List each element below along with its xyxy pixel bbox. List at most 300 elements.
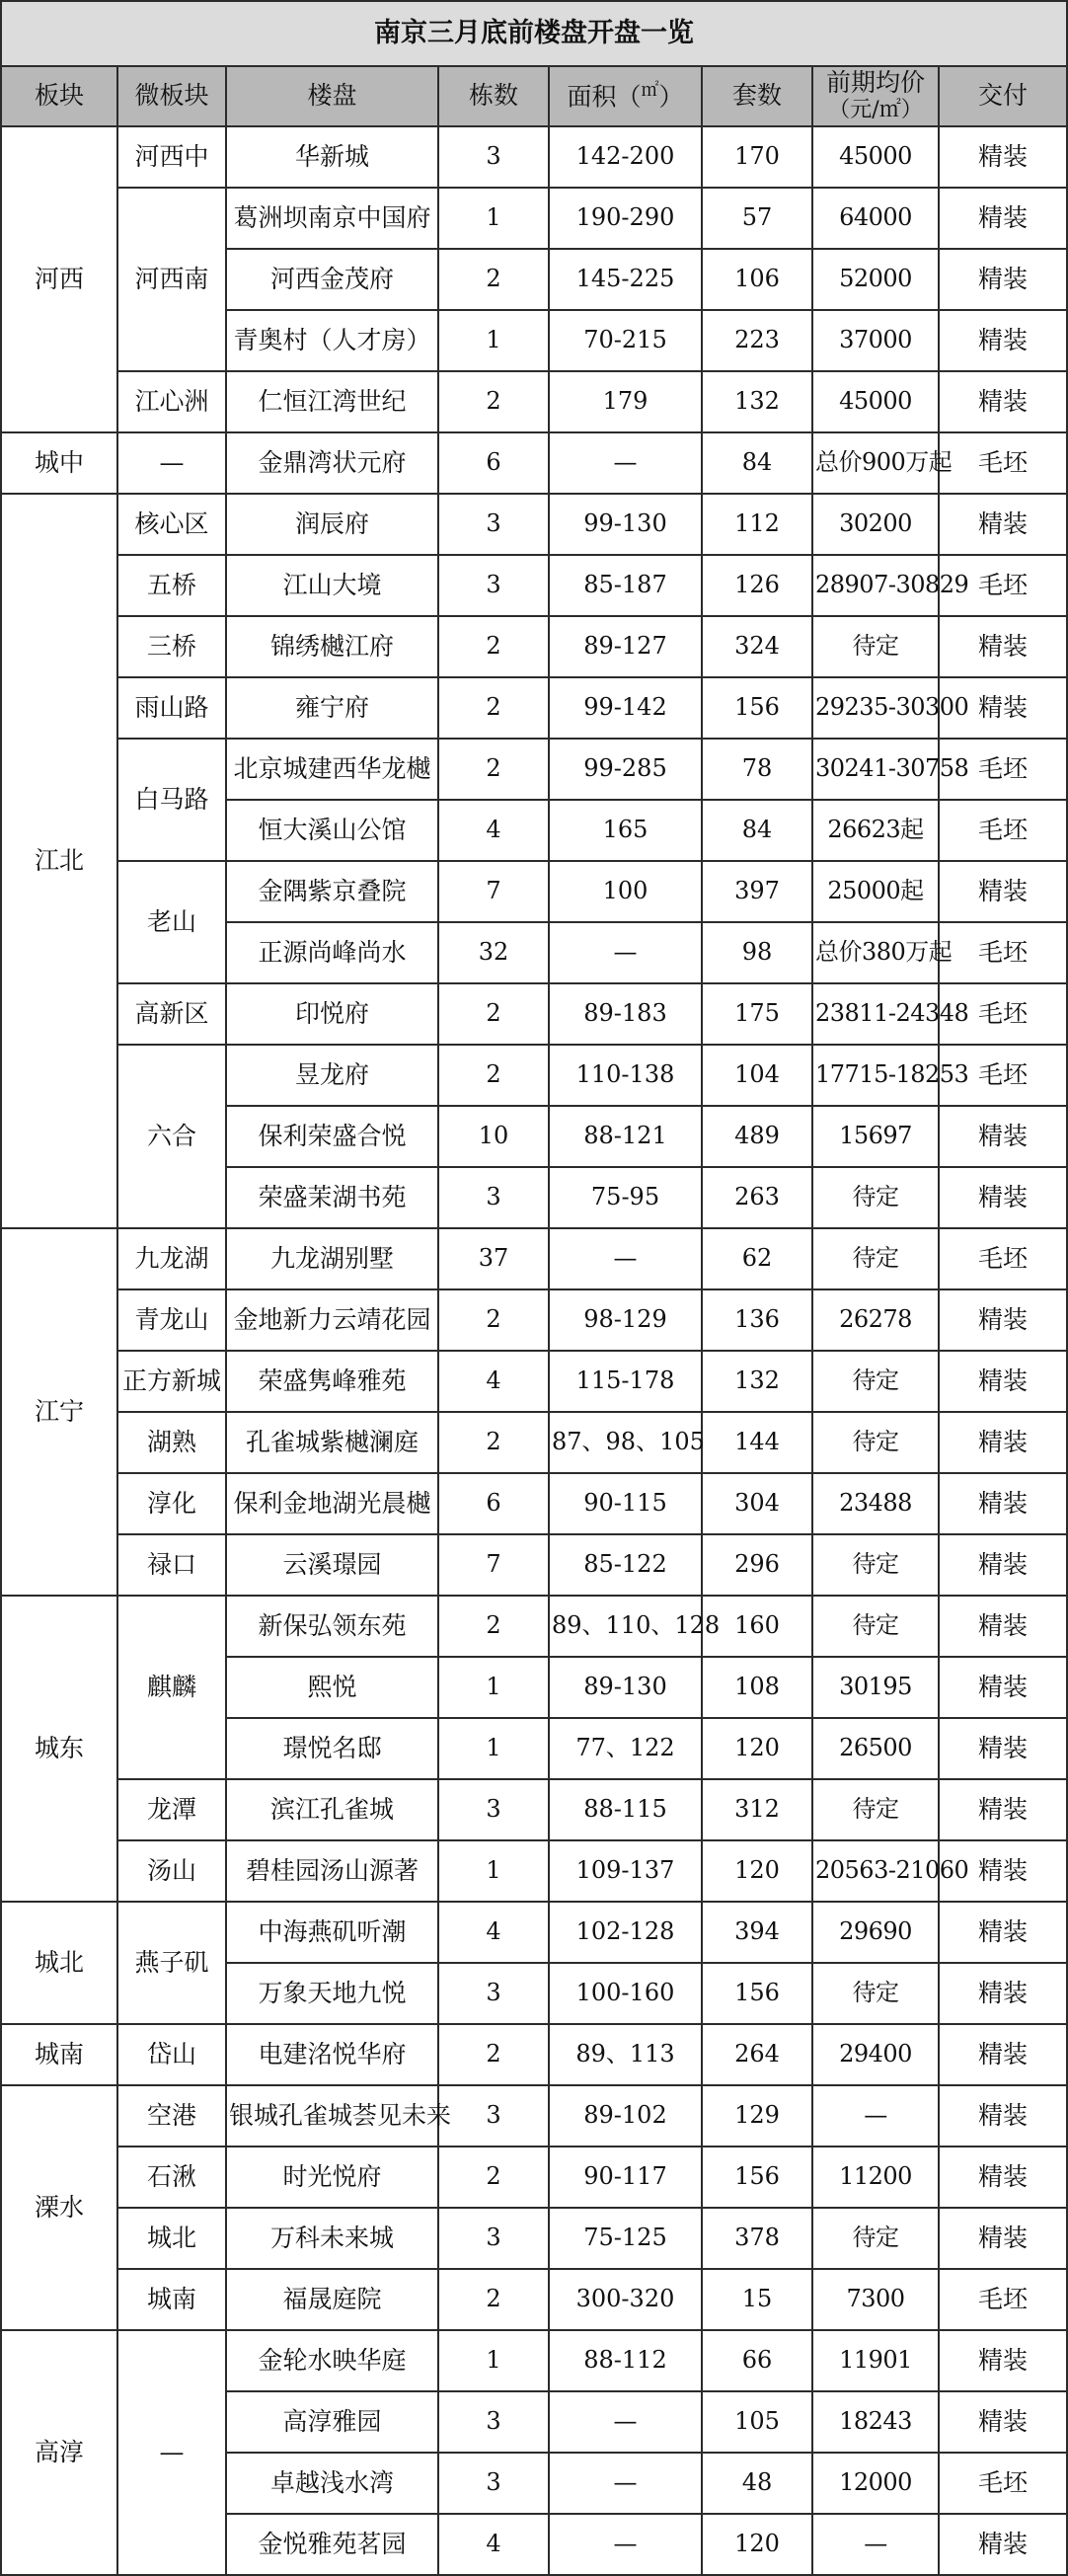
table-row — [1, 188, 1067, 249]
units-cell: 160 — [702, 1596, 812, 1657]
units-cell: 394 — [702, 1902, 812, 1963]
sub-block-cell: 汤山 — [117, 1840, 226, 1902]
delivery-cell: 精装 — [939, 1596, 1067, 1657]
buildings-cell: 2 — [438, 1412, 549, 1473]
sub-block-cell: 白马路 — [117, 739, 226, 861]
delivery-cell: 精装 — [939, 310, 1067, 371]
buildings-cell: 4 — [438, 1351, 549, 1412]
project-cell: 高淳雅园 — [226, 2391, 438, 2453]
price-cell: 23488 — [812, 1473, 939, 1534]
price-cell: 30195 — [812, 1657, 939, 1718]
table-row — [1, 432, 1067, 494]
buildings-cell: 1 — [438, 1718, 549, 1779]
price-cell: — — [812, 2085, 939, 2147]
delivery-cell: 毛坯 — [939, 1228, 1067, 1289]
area-cell: 145-225 — [549, 249, 702, 310]
block-cell: 江宁 — [1, 1228, 117, 1596]
table-row — [1, 1840, 1067, 1902]
units-cell: 105 — [702, 2391, 812, 2453]
area-cell: 89-102 — [549, 2085, 702, 2147]
area-cell: 88-115 — [549, 1779, 702, 1840]
price-cell: 26623起 — [812, 800, 939, 861]
delivery-cell: 毛坯 — [939, 432, 1067, 494]
project-cell: 新保弘领东苑 — [226, 1596, 438, 1657]
buildings-cell: 3 — [438, 494, 549, 555]
table-row — [1, 126, 1067, 188]
table-row — [1, 494, 1067, 555]
price-cell: 28907-30829 — [812, 555, 939, 616]
units-cell: 156 — [702, 677, 812, 739]
block-cell: 城中 — [1, 432, 117, 494]
price-cell: 15697 — [812, 1106, 939, 1167]
block-cell: 河西 — [1, 126, 117, 432]
units-cell: 304 — [702, 1473, 812, 1534]
block-cell: 溧水 — [1, 2085, 117, 2330]
table-body — [1, 126, 1067, 2575]
area-cell: 100 — [549, 861, 702, 922]
area-cell: — — [549, 432, 702, 494]
block-cell: 高淳 — [1, 2330, 117, 2575]
project-cell: 万象天地九悦 — [226, 1963, 438, 2024]
area-cell: — — [549, 922, 702, 983]
area-cell: — — [549, 2514, 702, 2575]
sub-block-cell: 空港 — [117, 2085, 226, 2147]
price-cell: 11200 — [812, 2147, 939, 2208]
price-cell: 待定 — [812, 1534, 939, 1596]
units-cell: 84 — [702, 432, 812, 494]
table-row — [1, 1596, 1067, 1657]
header-units: 套数 — [702, 66, 812, 126]
area-cell: 102-128 — [549, 1902, 702, 1963]
buildings-cell: 4 — [438, 800, 549, 861]
table-row — [1, 1289, 1067, 1351]
area-cell: 87、98、105 — [549, 1412, 702, 1473]
delivery-cell: 精装 — [939, 1902, 1067, 1963]
buildings-cell: 3 — [438, 2453, 549, 2514]
delivery-cell: 精装 — [939, 249, 1067, 310]
price-cell: 18243 — [812, 2391, 939, 2453]
price-cell: 45000 — [812, 126, 939, 188]
area-cell: 89-183 — [549, 983, 702, 1045]
buildings-cell: 2 — [438, 739, 549, 800]
delivery-cell: 精装 — [939, 2514, 1067, 2575]
area-cell: 89-127 — [549, 616, 702, 677]
price-cell: 52000 — [812, 249, 939, 310]
price-cell: 待定 — [812, 1351, 939, 1412]
area-cell: 115-178 — [549, 1351, 702, 1412]
buildings-cell: 6 — [438, 432, 549, 494]
sub-block-cell: 龙潭 — [117, 1779, 226, 1840]
buildings-cell: 2 — [438, 2147, 549, 2208]
price-cell: 12000 — [812, 2453, 939, 2514]
area-cell: 89、113 — [549, 2024, 702, 2085]
table-row — [1, 1902, 1067, 1963]
price-cell: 29400 — [812, 2024, 939, 2085]
buildings-cell: 2 — [438, 677, 549, 739]
area-cell: 99-285 — [549, 739, 702, 800]
area-cell: 75-95 — [549, 1167, 702, 1228]
sub-block-cell: 岱山 — [117, 2024, 226, 2085]
table-row — [1, 1228, 1067, 1289]
area-cell: 98-129 — [549, 1289, 702, 1351]
delivery-cell: 毛坯 — [939, 555, 1067, 616]
units-cell: 489 — [702, 1106, 812, 1167]
delivery-cell: 精装 — [939, 1657, 1067, 1718]
price-cell: 37000 — [812, 310, 939, 371]
area-cell: 88-121 — [549, 1106, 702, 1167]
project-cell: 金地新力云靖花园 — [226, 1289, 438, 1351]
table-row — [1, 861, 1067, 922]
project-cell: 荣盛隽峰雅苑 — [226, 1351, 438, 1412]
table-row — [1, 1534, 1067, 1596]
units-cell: 98 — [702, 922, 812, 983]
price-cell: 26500 — [812, 1718, 939, 1779]
price-cell: 20563-21060 — [812, 1840, 939, 1902]
units-cell: 104 — [702, 1045, 812, 1106]
project-cell: 正源尚峰尚水 — [226, 922, 438, 983]
area-cell: 110-138 — [549, 1045, 702, 1106]
project-cell: 金轮水映华庭 — [226, 2330, 438, 2391]
table-row — [1, 739, 1067, 800]
project-cell: 滨江孔雀城 — [226, 1779, 438, 1840]
delivery-cell: 精装 — [939, 1289, 1067, 1351]
header-row — [1, 66, 1067, 126]
buildings-cell: 3 — [438, 1167, 549, 1228]
units-cell: 156 — [702, 1963, 812, 2024]
header-area-unit: ㎡ — [641, 79, 659, 101]
project-cell: 中海燕矶听潮 — [226, 1902, 438, 1963]
units-cell: 170 — [702, 126, 812, 188]
project-cell: 银城孔雀城荟见未来 — [226, 2085, 438, 2147]
buildings-cell: 2 — [438, 2024, 549, 2085]
units-cell: 378 — [702, 2208, 812, 2269]
project-cell: 金鼎湾状元府 — [226, 432, 438, 494]
buildings-cell: 3 — [438, 555, 549, 616]
units-cell: 120 — [702, 2514, 812, 2575]
buildings-cell: 1 — [438, 1657, 549, 1718]
table-row — [1, 1351, 1067, 1412]
project-cell: 保利金地湖光晨樾 — [226, 1473, 438, 1534]
project-cell: 昱龙府 — [226, 1045, 438, 1106]
delivery-cell: 毛坯 — [939, 983, 1067, 1045]
area-cell: 142-200 — [549, 126, 702, 188]
table-row — [1, 1412, 1067, 1473]
area-cell: 90-115 — [549, 1473, 702, 1534]
area-cell: 190-290 — [549, 188, 702, 249]
sub-block-cell: 湖熟 — [117, 1412, 226, 1473]
units-cell: 156 — [702, 2147, 812, 2208]
table-row — [1, 2024, 1067, 2085]
header-area-close: ） — [658, 82, 684, 112]
area-cell: — — [549, 2453, 702, 2514]
sub-block-cell: 禄口 — [117, 1534, 226, 1596]
sub-block-cell: 燕子矶 — [117, 1902, 226, 2024]
delivery-cell: 精装 — [939, 494, 1067, 555]
table-row — [1, 1473, 1067, 1534]
delivery-cell: 毛坯 — [939, 2269, 1067, 2330]
delivery-cell: 精装 — [939, 1718, 1067, 1779]
buildings-cell: 2 — [438, 371, 549, 432]
project-cell: 印悦府 — [226, 983, 438, 1045]
units-cell: 57 — [702, 188, 812, 249]
delivery-cell: 精装 — [939, 188, 1067, 249]
sub-block-cell: — — [117, 2330, 226, 2575]
units-cell: 263 — [702, 1167, 812, 1228]
price-cell: 17715-18253 — [812, 1045, 939, 1106]
area-cell: 89-130 — [549, 1657, 702, 1718]
sub-block-cell: 雨山路 — [117, 677, 226, 739]
delivery-cell: 毛坯 — [939, 922, 1067, 983]
units-cell: 324 — [702, 616, 812, 677]
price-cell: 待定 — [812, 616, 939, 677]
sub-block-cell: 河西中 — [117, 126, 226, 188]
price-cell: 11901 — [812, 2330, 939, 2391]
price-cell: 7300 — [812, 2269, 939, 2330]
header-price-line1: 前期均价 — [825, 68, 925, 98]
delivery-cell: 精装 — [939, 616, 1067, 677]
delivery-cell: 精装 — [939, 861, 1067, 922]
project-cell: 卓越浅水湾 — [226, 2453, 438, 2514]
sub-block-cell: 三桥 — [117, 616, 226, 677]
sub-block-cell: 九龙湖 — [117, 1228, 226, 1289]
buildings-cell: 7 — [438, 1534, 549, 1596]
area-cell: 109-137 — [549, 1840, 702, 1902]
sub-block-cell: 正方新城 — [117, 1351, 226, 1412]
units-cell: 15 — [702, 2269, 812, 2330]
units-cell: 108 — [702, 1657, 812, 1718]
buildings-cell: 2 — [438, 1596, 549, 1657]
sub-block-cell: 六合 — [117, 1045, 226, 1228]
sub-block-cell: 核心区 — [117, 494, 226, 555]
price-cell: 26278 — [812, 1289, 939, 1351]
delivery-cell: 精装 — [939, 677, 1067, 739]
buildings-cell: 2 — [438, 1045, 549, 1106]
area-cell: 70-215 — [549, 310, 702, 371]
sub-block-cell: 淳化 — [117, 1473, 226, 1534]
project-cell: 青奥村（人才房） — [226, 310, 438, 371]
price-cell: 待定 — [812, 2208, 939, 2269]
project-cell: 时光悦府 — [226, 2147, 438, 2208]
units-cell: 132 — [702, 371, 812, 432]
price-cell: 25000起 — [812, 861, 939, 922]
project-cell: 万科未来城 — [226, 2208, 438, 2269]
price-cell: 29690 — [812, 1902, 939, 1963]
buildings-cell: 1 — [438, 1840, 549, 1902]
units-cell: 112 — [702, 494, 812, 555]
units-cell: 296 — [702, 1534, 812, 1596]
area-cell: 99-130 — [549, 494, 702, 555]
price-cell: 29235-30300 — [812, 677, 939, 739]
header-price — [812, 66, 939, 126]
price-cell: — — [812, 2514, 939, 2575]
delivery-cell: 精装 — [939, 1351, 1067, 1412]
price-cell: 待定 — [812, 1596, 939, 1657]
area-cell: 75-125 — [549, 2208, 702, 2269]
price-cell: 30200 — [812, 494, 939, 555]
units-cell: 120 — [702, 1718, 812, 1779]
units-cell: 48 — [702, 2453, 812, 2514]
project-cell: 电建洺悦华府 — [226, 2024, 438, 2085]
area-cell: 85-122 — [549, 1534, 702, 1596]
area-cell: — — [549, 1228, 702, 1289]
project-cell: 孔雀城紫樾澜庭 — [226, 1412, 438, 1473]
delivery-cell: 精装 — [939, 1840, 1067, 1902]
delivery-cell: 精装 — [939, 1779, 1067, 1840]
project-cell: 锦绣樾江府 — [226, 616, 438, 677]
buildings-cell: 3 — [438, 2085, 549, 2147]
buildings-cell: 4 — [438, 1902, 549, 1963]
table-row — [1, 2147, 1067, 2208]
delivery-cell: 精装 — [939, 2024, 1067, 2085]
table-row — [1, 2269, 1067, 2330]
delivery-cell: 毛坯 — [939, 2453, 1067, 2514]
project-cell: 福晟庭院 — [226, 2269, 438, 2330]
delivery-cell: 毛坯 — [939, 800, 1067, 861]
delivery-cell: 精装 — [939, 1412, 1067, 1473]
buildings-cell: 3 — [438, 1963, 549, 2024]
project-cell: 保利荣盛合悦 — [226, 1106, 438, 1167]
table-row — [1, 2330, 1067, 2391]
project-cell: 碧桂园汤山源著 — [226, 1840, 438, 1902]
price-cell: 待定 — [812, 1779, 939, 1840]
delivery-cell: 毛坯 — [939, 739, 1067, 800]
project-cell: 荣盛茉湖书苑 — [226, 1167, 438, 1228]
area-cell: 88-112 — [549, 2330, 702, 2391]
price-cell: 45000 — [812, 371, 939, 432]
sub-block-cell: 麒麟 — [117, 1596, 226, 1779]
delivery-cell: 精装 — [939, 1963, 1067, 2024]
buildings-cell: 2 — [438, 616, 549, 677]
table-row — [1, 555, 1067, 616]
project-cell: 恒大溪山公馆 — [226, 800, 438, 861]
delivery-cell: 精装 — [939, 2391, 1067, 2453]
delivery-cell: 精装 — [939, 2208, 1067, 2269]
buildings-cell: 2 — [438, 2269, 549, 2330]
units-cell: 144 — [702, 1412, 812, 1473]
units-cell: 223 — [702, 310, 812, 371]
delivery-cell: 精装 — [939, 2085, 1067, 2147]
project-cell: 葛洲坝南京中国府 — [226, 188, 438, 249]
project-cell: 河西金茂府 — [226, 249, 438, 310]
buildings-cell: 1 — [438, 2330, 549, 2391]
header-area-label: 面积（ — [567, 82, 642, 112]
units-cell: 78 — [702, 739, 812, 800]
delivery-cell: 精装 — [939, 371, 1067, 432]
sub-block-cell: 石湫 — [117, 2147, 226, 2208]
price-cell: 待定 — [812, 1228, 939, 1289]
project-cell: 润辰府 — [226, 494, 438, 555]
sub-block-cell: 五桥 — [117, 555, 226, 616]
delivery-cell: 精装 — [939, 1534, 1067, 1596]
price-cell: 总价380万起 — [812, 922, 939, 983]
units-cell: 312 — [702, 1779, 812, 1840]
block-cell: 城东 — [1, 1596, 117, 1902]
header-sub-block: 微板块 — [117, 66, 226, 126]
units-cell: 136 — [702, 1289, 812, 1351]
table-row — [1, 1045, 1067, 1106]
project-cell: 熙悦 — [226, 1657, 438, 1718]
buildings-cell: 2 — [438, 249, 549, 310]
delivery-cell: 精装 — [939, 2147, 1067, 2208]
delivery-cell: 毛坯 — [939, 1045, 1067, 1106]
buildings-cell: 4 — [438, 2514, 549, 2575]
project-cell: 金悦雅苑茗园 — [226, 2514, 438, 2575]
block-cell: 城北 — [1, 1902, 117, 2024]
project-cell: 华新城 — [226, 126, 438, 188]
header-delivery: 交付 — [939, 66, 1067, 126]
buildings-cell: 7 — [438, 861, 549, 922]
project-cell: 金隅紫京叠院 — [226, 861, 438, 922]
buildings-cell: 2 — [438, 983, 549, 1045]
area-cell: 89、110、128 — [549, 1596, 702, 1657]
area-cell: — — [549, 2391, 702, 2453]
units-cell: 66 — [702, 2330, 812, 2391]
delivery-cell: 精装 — [939, 1473, 1067, 1534]
project-cell: 雍宁府 — [226, 677, 438, 739]
header-area — [549, 66, 702, 126]
sub-block-cell: 老山 — [117, 861, 226, 983]
units-cell: 132 — [702, 1351, 812, 1412]
sub-block-cell: 青龙山 — [117, 1289, 226, 1351]
buildings-cell: 3 — [438, 1779, 549, 1840]
units-cell: 106 — [702, 249, 812, 310]
buildings-cell: 3 — [438, 2208, 549, 2269]
buildings-cell: 1 — [438, 188, 549, 249]
price-cell: 待定 — [812, 1963, 939, 2024]
area-cell: 85-187 — [549, 555, 702, 616]
price-cell: 总价900万起 — [812, 432, 939, 494]
header-price-line2: （元/㎡） — [828, 98, 923, 123]
price-cell: 30241-30758 — [812, 739, 939, 800]
units-cell: 120 — [702, 1840, 812, 1902]
table-title: 南京三月底前楼盘开盘一览 — [1, 1, 1067, 66]
delivery-cell: 精装 — [939, 126, 1067, 188]
header-buildings: 栋数 — [438, 66, 549, 126]
area-cell: 179 — [549, 371, 702, 432]
table-row — [1, 983, 1067, 1045]
buildings-cell: 32 — [438, 922, 549, 983]
sub-block-cell: 城南 — [117, 2269, 226, 2330]
buildings-cell: 10 — [438, 1106, 549, 1167]
price-cell: 待定 — [812, 1412, 939, 1473]
units-cell: 84 — [702, 800, 812, 861]
area-cell: 165 — [549, 800, 702, 861]
buildings-cell: 2 — [438, 1289, 549, 1351]
sub-block-cell: 河西南 — [117, 188, 226, 371]
table-row — [1, 371, 1067, 432]
table-row — [1, 1779, 1067, 1840]
area-cell: 300-320 — [549, 2269, 702, 2330]
delivery-cell: 精装 — [939, 2330, 1067, 2391]
project-cell: 仁恒江湾世纪 — [226, 371, 438, 432]
units-cell: 397 — [702, 861, 812, 922]
units-cell: 62 — [702, 1228, 812, 1289]
buildings-cell: 6 — [438, 1473, 549, 1534]
project-cell: 北京城建西华龙樾 — [226, 739, 438, 800]
buildings-cell: 3 — [438, 2391, 549, 2453]
price-cell: 23811-24348 — [812, 983, 939, 1045]
price-cell: 待定 — [812, 1167, 939, 1228]
block-cell: 江北 — [1, 494, 117, 1228]
title-row — [1, 1, 1067, 66]
table-row — [1, 2085, 1067, 2147]
block-cell: 城南 — [1, 2024, 117, 2085]
units-cell: 129 — [702, 2085, 812, 2147]
project-cell: 云溪璟园 — [226, 1534, 438, 1596]
units-cell: 126 — [702, 555, 812, 616]
project-cell: 江山大境 — [226, 555, 438, 616]
project-cell: 璟悦名邸 — [226, 1718, 438, 1779]
